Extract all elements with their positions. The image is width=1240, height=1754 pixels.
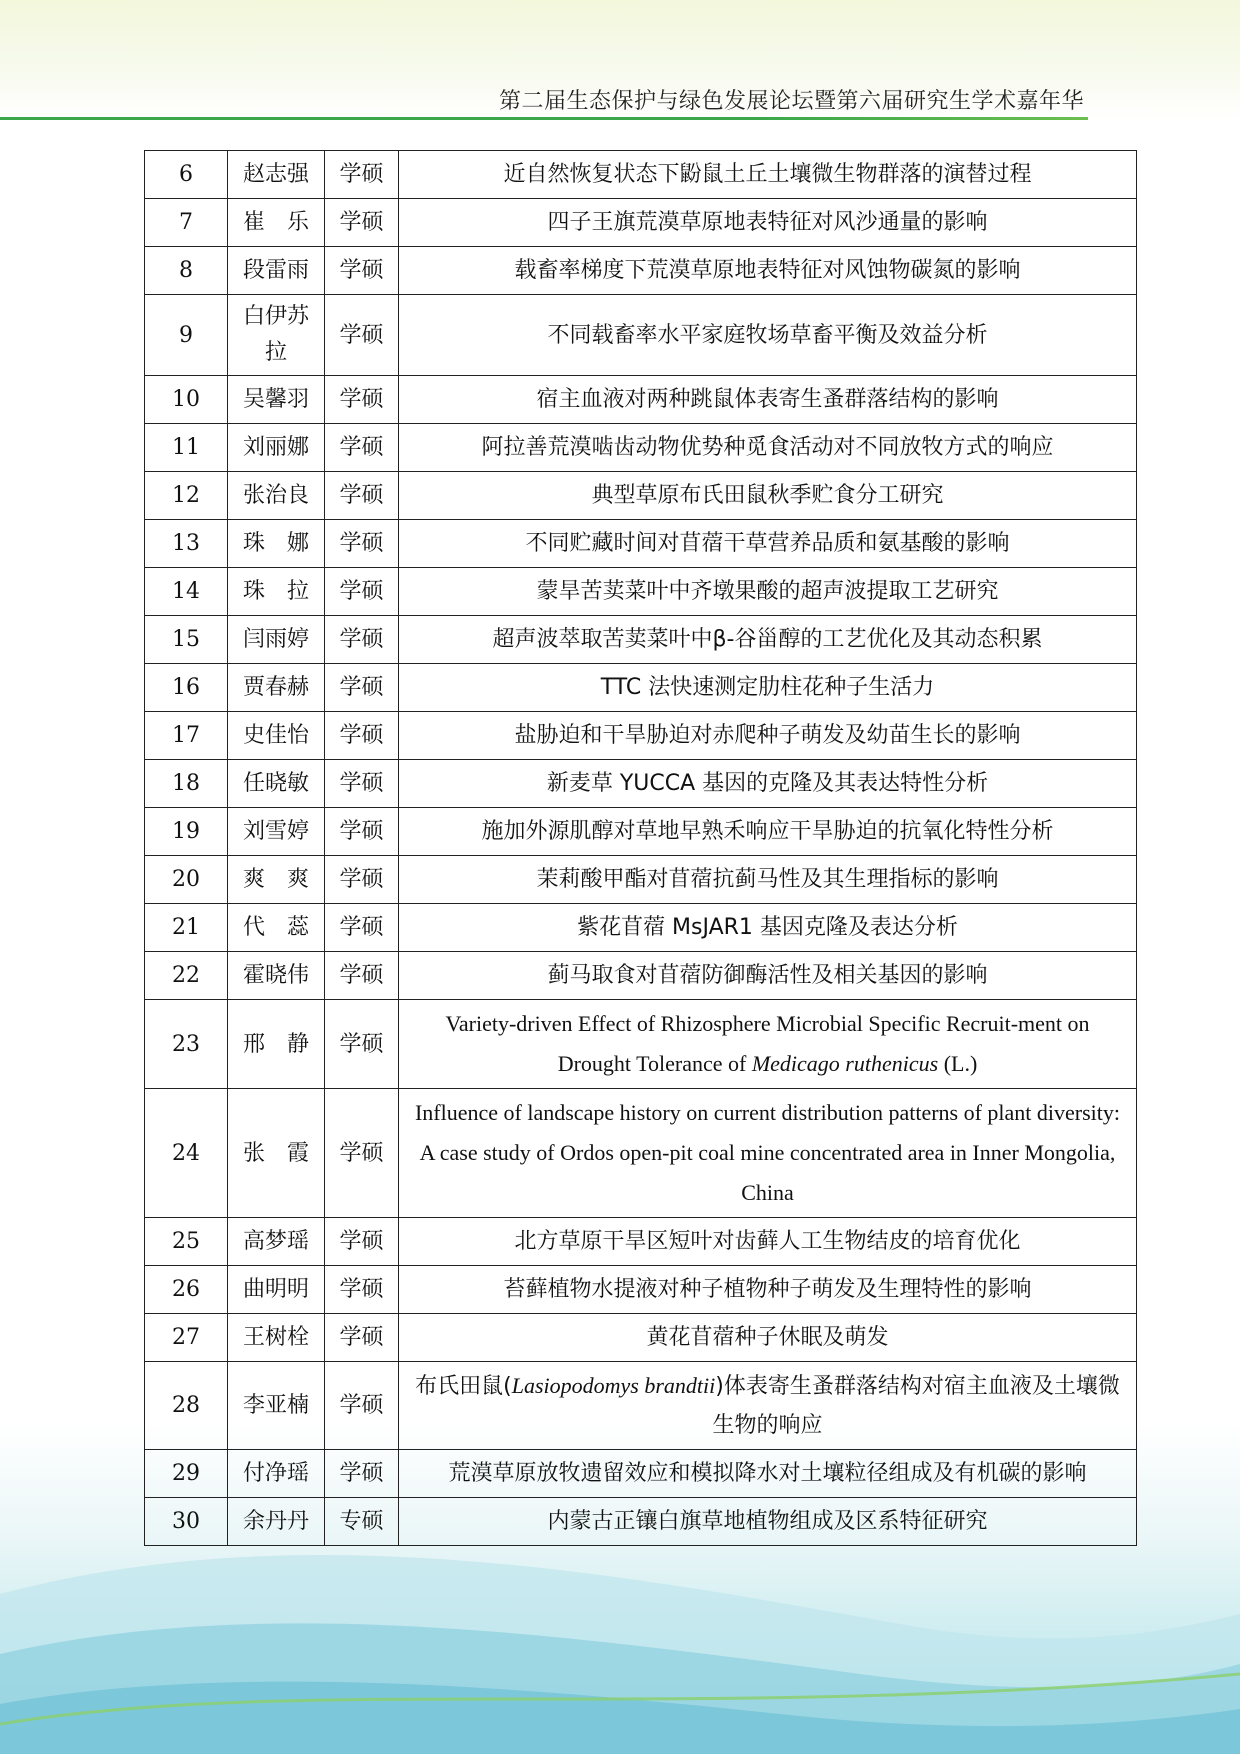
row-number: 15	[145, 616, 228, 664]
row-number: 30	[145, 1498, 228, 1546]
table-row	[145, 1314, 1137, 1362]
degree-type: 学硕	[325, 904, 399, 952]
student-name: 任晓敏	[228, 760, 325, 808]
row-number: 14	[145, 568, 228, 616]
thesis-title	[399, 616, 1137, 664]
thesis-title-segment: 新麦草 YUCCA 基因的克隆及其表达特性分析	[546, 771, 989, 796]
row-number: 24	[145, 1089, 228, 1218]
table-row	[145, 376, 1137, 424]
student-name: 贾春赫	[228, 664, 325, 712]
degree-type: 学硕	[325, 808, 399, 856]
student-name: 白伊苏拉	[228, 295, 325, 376]
thesis-title-segment: 施加外源肌醇对草地早熟禾响应干旱胁迫的抗氧化特性分析	[481, 819, 1054, 844]
thesis-title	[399, 712, 1137, 760]
thesis-title	[399, 664, 1137, 712]
thesis-title-segment: 布氏田鼠(	[415, 1374, 512, 1399]
student-name: 崔 乐	[228, 199, 325, 247]
thesis-title	[399, 760, 1137, 808]
thesis-title	[399, 904, 1137, 952]
row-number: 25	[145, 1218, 228, 1266]
row-number: 13	[145, 520, 228, 568]
row-number: 6	[145, 151, 228, 199]
student-name: 代 蕊	[228, 904, 325, 952]
thesis-title	[399, 952, 1137, 1000]
row-number: 18	[145, 760, 228, 808]
degree-type: 专硕	[325, 1498, 399, 1546]
table-row	[145, 568, 1137, 616]
thesis-title	[399, 1000, 1137, 1089]
degree-type: 学硕	[325, 1266, 399, 1314]
page-header-title: 第二届生态保护与绿色发展论坛暨第六届研究生学术嘉年华	[498, 89, 1084, 114]
table-row	[145, 520, 1137, 568]
student-name: 刘雪婷	[228, 808, 325, 856]
student-name: 珠 拉	[228, 568, 325, 616]
student-name: 曲明明	[228, 1266, 325, 1314]
row-number: 12	[145, 472, 228, 520]
row-number: 7	[145, 199, 228, 247]
table-row	[145, 1089, 1137, 1218]
thesis-title-segment: (L.)	[938, 1051, 978, 1076]
thesis-title-segment: 茉莉酸甲酯对苜蓿抗蓟马性及其生理指标的影响	[536, 867, 999, 892]
degree-type: 学硕	[325, 568, 399, 616]
thesis-title-segment: 典型草原布氏田鼠秋季贮食分工研究	[591, 483, 944, 508]
thesis-title	[399, 424, 1137, 472]
row-number: 22	[145, 952, 228, 1000]
thesis-title	[399, 1450, 1137, 1498]
student-name: 张 霞	[228, 1089, 325, 1218]
student-name: 段雷雨	[228, 247, 325, 295]
thesis-title-segment: 超声波萃取苦荬菜叶中β-谷甾醇的工艺优化及其动态积累	[492, 627, 1043, 652]
student-name: 邢 静	[228, 1000, 325, 1089]
degree-type: 学硕	[325, 199, 399, 247]
row-number: 10	[145, 376, 228, 424]
thesis-title	[399, 376, 1137, 424]
thesis-title	[399, 151, 1137, 199]
table-row	[145, 1000, 1137, 1089]
thesis-title-segment: )体表寄生蚤群落结构对宿主血液及土壤微生物的响应	[712, 1374, 1120, 1438]
table-row	[145, 151, 1137, 199]
row-number: 8	[145, 247, 228, 295]
thesis-title	[399, 856, 1137, 904]
table-row	[145, 1362, 1137, 1450]
thesis-title	[399, 247, 1137, 295]
thesis-title-segment: TTC 法快速测定肋柱花种子生活力	[600, 675, 935, 700]
student-name: 李亚楠	[228, 1362, 325, 1450]
degree-type: 学硕	[325, 1314, 399, 1362]
degree-type: 学硕	[325, 376, 399, 424]
thesis-title	[399, 568, 1137, 616]
header-divider	[0, 117, 1088, 120]
thesis-title-segment: 内蒙古正镶白旗草地植物组成及区系特征研究	[547, 1509, 988, 1534]
student-name: 刘丽娜	[228, 424, 325, 472]
degree-type: 学硕	[325, 247, 399, 295]
participants-table-body	[145, 151, 1137, 1546]
degree-type: 学硕	[325, 664, 399, 712]
row-number: 21	[145, 904, 228, 952]
degree-type: 学硕	[325, 760, 399, 808]
row-number: 23	[145, 1000, 228, 1089]
table-row	[145, 664, 1137, 712]
degree-type: 学硕	[325, 472, 399, 520]
degree-type: 学硕	[325, 1000, 399, 1089]
thesis-title-segment: 盐胁迫和干旱胁迫对赤爬种子萌发及幼苗生长的影响	[514, 723, 1021, 748]
row-number: 27	[145, 1314, 228, 1362]
degree-type: 学硕	[325, 952, 399, 1000]
thesis-title-segment: 四子王旗荒漠草原地表特征对风沙通量的影响	[547, 210, 988, 235]
thesis-title-segment: 蓟马取食对苜蓿防御酶活性及相关基因的影响	[547, 963, 988, 988]
student-name: 霍晓伟	[228, 952, 325, 1000]
table-row	[145, 472, 1137, 520]
row-number: 20	[145, 856, 228, 904]
student-name: 付净瑶	[228, 1450, 325, 1498]
row-number: 16	[145, 664, 228, 712]
student-name: 珠 娜	[228, 520, 325, 568]
thesis-title	[399, 520, 1137, 568]
row-number: 29	[145, 1450, 228, 1498]
row-number: 28	[145, 1362, 228, 1450]
thesis-title	[399, 1314, 1137, 1362]
table-row	[145, 1266, 1137, 1314]
row-number: 19	[145, 808, 228, 856]
thesis-title	[399, 1218, 1137, 1266]
thesis-title-segment: 不同贮藏时间对苜蓿干草营养品质和氨基酸的影响	[525, 531, 1010, 556]
thesis-title	[399, 808, 1137, 856]
table-row	[145, 1498, 1137, 1546]
row-number: 26	[145, 1266, 228, 1314]
degree-type: 学硕	[325, 295, 399, 376]
degree-type: 学硕	[325, 1218, 399, 1266]
table-row	[145, 1218, 1137, 1266]
thesis-title-segment: Medicago ruthenicus	[751, 1051, 939, 1076]
thesis-title-segment: 黄花苜蓿种子休眠及萌发	[646, 1325, 889, 1350]
thesis-title	[399, 1266, 1137, 1314]
table-row	[145, 247, 1137, 295]
degree-type: 学硕	[325, 151, 399, 199]
thesis-title	[399, 1498, 1137, 1546]
degree-type: 学硕	[325, 616, 399, 664]
table-row	[145, 952, 1137, 1000]
student-name: 吴馨羽	[228, 376, 325, 424]
thesis-title-segment: 近自然恢复状态下鼢鼠土丘土壤微生物群落的演替过程	[503, 162, 1032, 187]
student-name: 余丹丹	[228, 1498, 325, 1546]
thesis-title-segment: 荒漠草原放牧遗留效应和模拟降水对土壤粒径组成及有机碳的影响	[448, 1461, 1087, 1486]
student-name: 高梦瑶	[228, 1218, 325, 1266]
table-row	[145, 856, 1137, 904]
row-number: 17	[145, 712, 228, 760]
thesis-title	[399, 1362, 1137, 1450]
thesis-title	[399, 1089, 1137, 1218]
table-row	[145, 760, 1137, 808]
student-name: 赵志强	[228, 151, 325, 199]
table-row	[145, 616, 1137, 664]
student-name: 史佳怡	[228, 712, 325, 760]
degree-type: 学硕	[325, 712, 399, 760]
degree-type: 学硕	[325, 856, 399, 904]
student-name: 张治良	[228, 472, 325, 520]
student-name: 闫雨婷	[228, 616, 325, 664]
table-row	[145, 1450, 1137, 1498]
table-row	[145, 712, 1137, 760]
degree-type: 学硕	[325, 1089, 399, 1218]
table-row	[145, 199, 1137, 247]
thesis-title-segment: 不同载畜率水平家庭牧场草畜平衡及效益分析	[547, 322, 988, 348]
thesis-title	[399, 472, 1137, 520]
thesis-title-segment: 阿拉善荒漠啮齿动物优势种觅食活动对不同放牧方式的响应	[481, 435, 1054, 460]
thesis-title-segment: 苔藓植物水提液对种子植物种子萌发及生理特性的影响	[503, 1277, 1032, 1302]
table-row	[145, 808, 1137, 856]
thesis-title-segment: 紫花苜蓿 MsJAR1 基因克隆及表达分析	[577, 915, 958, 940]
thesis-title	[399, 199, 1137, 247]
degree-type: 学硕	[325, 424, 399, 472]
row-number: 11	[145, 424, 228, 472]
table-row	[145, 295, 1137, 376]
participants-table	[144, 150, 1137, 1546]
row-number: 9	[145, 295, 228, 376]
table-row	[145, 424, 1137, 472]
thesis-title-segment: Lasiopodomys brandtii	[511, 1373, 716, 1398]
student-name: 爽 爽	[228, 856, 325, 904]
degree-type: 学硕	[325, 520, 399, 568]
thesis-title-segment: 蒙旱苦荬菜叶中齐墩果酸的超声波提取工艺研究	[536, 579, 999, 604]
thesis-title	[399, 295, 1137, 376]
thesis-title-segment: 宿主血液对两种跳鼠体表寄生蚤群落结构的影响	[536, 387, 999, 412]
degree-type: 学硕	[325, 1450, 399, 1498]
student-name: 王树栓	[228, 1314, 325, 1362]
thesis-title-segment: Variety-driven Effect of Rhizosphere Microbial Specific Recruit-ment on Drought Tolerance of	[445, 1011, 1090, 1076]
table-row	[145, 904, 1137, 952]
thesis-title-segment: 北方草原干旱区短叶对齿藓人工生物结皮的培育优化	[514, 1229, 1021, 1254]
thesis-title-segment: Influence of landscape history on current distribution patterns of plant diversity: A case study of Ordos open-pit coal mine concentrated area in Inner Mongolia, China	[414, 1100, 1121, 1205]
degree-type: 学硕	[325, 1362, 399, 1450]
thesis-title-segment: 载畜率梯度下荒漠草原地表特征对风蚀物碳氮的影响	[514, 258, 1021, 283]
